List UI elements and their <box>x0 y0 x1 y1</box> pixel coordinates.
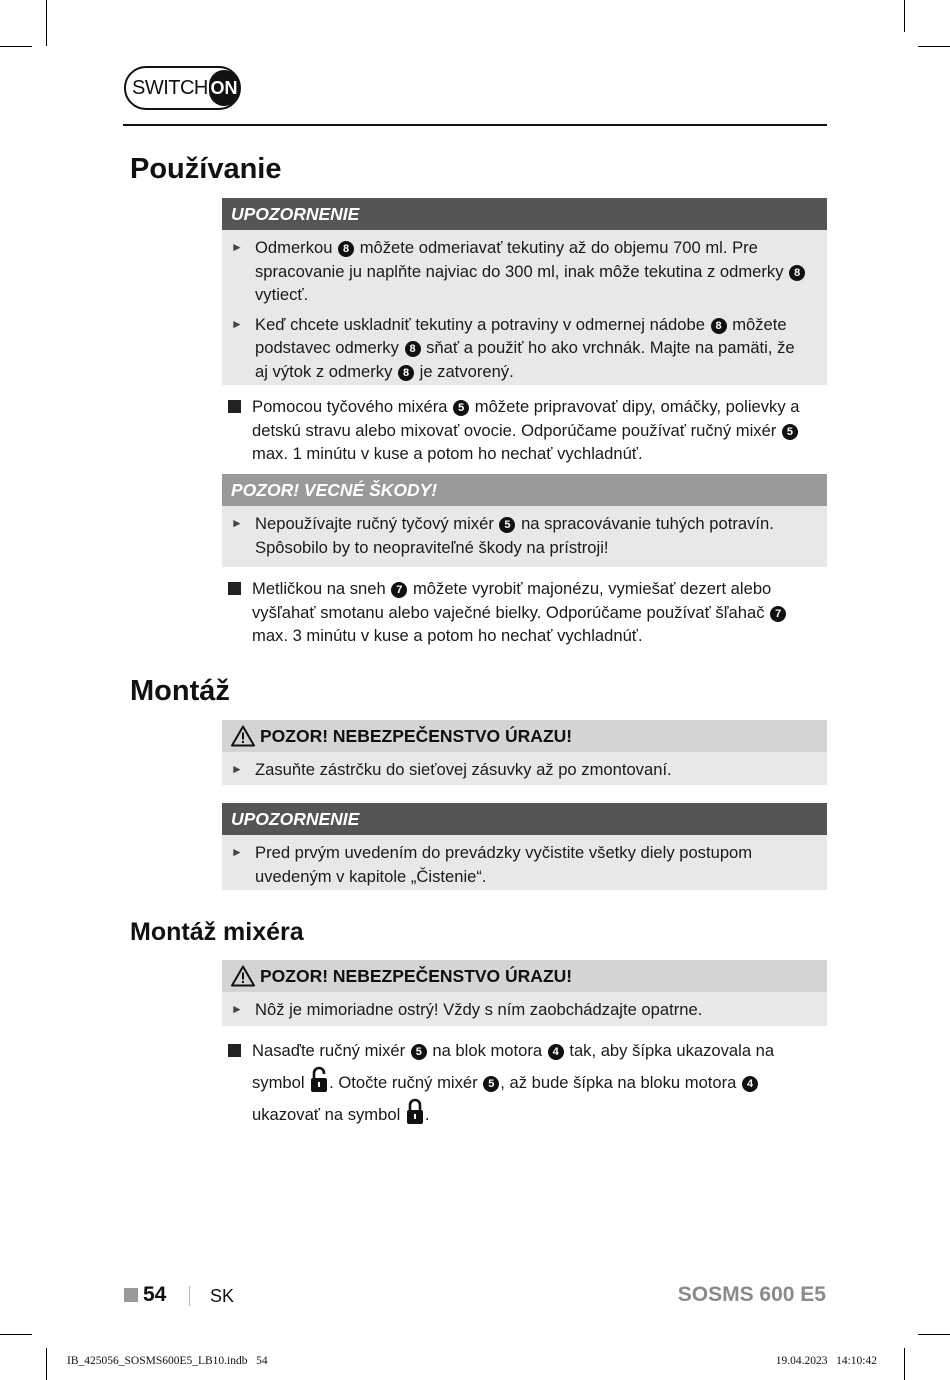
warning-triangle-icon <box>231 965 255 987</box>
list-item <box>231 998 809 1022</box>
bullet-text: Pomocou tyčového mixéra 5 môžete pripravovať dipy, omáčky, polievky a detskú stravu alebo mixovať ovocie. Odporúčame používať ručný mixér 5 max. 1 minútu v kuse a potom ho nechať vychladnúť. <box>252 397 800 463</box>
list-item-text: Keď chcete uskladniť tekutiny a potraviny v odmernej nádobe 8 môžete podstavec odmerky 8 sňať a použiť ho ako vrchnák. Majte na pamäti, že aj výtok z odmerky 8 je zatvorený. <box>255 314 795 381</box>
arrow-bullet-icon: ► <box>231 845 243 859</box>
lock-closed-icon <box>405 1098 425 1125</box>
note-heading: UPOZORNENIE <box>222 803 827 835</box>
part-number-badge: 5 <box>411 1044 427 1060</box>
arrow-bullet-icon: ► <box>231 1002 243 1016</box>
part-number-badge: 8 <box>398 365 414 381</box>
crop-mark <box>918 46 950 47</box>
crop-mark <box>0 46 32 47</box>
note-heading: POZOR! VECNÉ ŠKODY! <box>222 474 827 506</box>
page-number: 54 <box>143 1283 167 1306</box>
bullet-text: Metličkou na sneh 7 môžete vyrobiť majonézu, vymiešať dezert alebo vyšľahať smotanu alebo vaječné bielky. Odporúčame používať šľahač 7 max. 3 minútu v kuse a potom ho nechať vychladnúť. <box>252 579 787 645</box>
note-body <box>222 230 827 393</box>
list-item <box>231 841 809 888</box>
part-number-badge: 4 <box>548 1044 564 1060</box>
arrow-bullet-icon: ► <box>231 516 243 530</box>
list-item <box>231 512 809 559</box>
list-item <box>228 395 813 466</box>
note-heading: UPOZORNENIE <box>222 198 827 230</box>
header-rule <box>123 124 827 126</box>
warning-heading <box>222 960 827 992</box>
part-number-badge: 5 <box>483 1076 499 1092</box>
part-number-badge: 5 <box>453 400 469 416</box>
section-title-montaz-mixera: Montáž mixéra <box>130 918 304 946</box>
crop-mark <box>0 1334 32 1335</box>
list-item-text: Zasuňte zástrčku do sieťovej zásuvky až po zmontovaní. <box>255 760 672 779</box>
footer-square-icon <box>124 1288 138 1302</box>
note-box-vecne-skody <box>222 474 827 567</box>
model-name: SOSMS 600 E5 <box>677 1283 826 1306</box>
warning-triangle-icon <box>231 725 255 747</box>
part-number-badge: 8 <box>405 341 421 357</box>
list-item <box>228 577 813 648</box>
note-body <box>222 752 827 792</box>
note-body <box>222 835 827 898</box>
crop-mark <box>918 1334 950 1335</box>
list-item-text: Pred prvým uvedením do prevádzky vyčistite všetky diely postupom uvedeným v kapitole „Čistenie“. <box>255 843 753 886</box>
note-body <box>222 506 827 569</box>
warning-heading-text: POZOR! NEBEZPEČENSTVO ÚRAZU! <box>260 726 573 746</box>
brand-logo <box>124 66 241 110</box>
lock-open-icon <box>309 1066 329 1093</box>
list-item-text: Odmerkou 8 môžete odmeriavať tekutiny až do objemu 700 ml. Pre spracovanie ju naplňte najviac do 300 ml, inak môže tekutina z odmerky 8 vytiecť. <box>255 238 806 304</box>
crop-mark <box>46 1348 47 1380</box>
part-number-badge: 8 <box>789 265 805 281</box>
crop-mark <box>904 0 905 32</box>
logo-text: SWITCH <box>132 76 208 99</box>
warning-box-urazu <box>222 960 827 1026</box>
note-box-upozornenie <box>222 198 827 385</box>
arrow-bullet-icon: ► <box>231 762 243 776</box>
section-title-pouzivanie: Používanie <box>130 153 282 185</box>
crop-mark <box>904 1348 905 1380</box>
print-slug-file: IB_425056_SOSMS600E5_LB10.indb 54 <box>67 1355 268 1367</box>
arrow-bullet-icon: ► <box>231 240 243 254</box>
part-number-badge: 4 <box>742 1076 758 1092</box>
part-number-badge: 8 <box>711 318 727 334</box>
warning-heading-text: POZOR! NEBEZPEČENSTVO ÚRAZU! <box>260 966 573 986</box>
language-code: SK <box>210 1286 235 1306</box>
arrow-bullet-icon: ► <box>231 316 243 331</box>
warning-box-urazu <box>222 720 827 785</box>
print-slug-timestamp: 19.04.2023 14:10:42 <box>775 1355 877 1367</box>
list-item-text: Nepoužívajte ručný tyčový mixér 5 na spracovávanie tuhých potravín. Spôsobilo by to neopraviteľné škody na prístroji! <box>255 514 774 557</box>
part-number-badge: 8 <box>338 241 354 257</box>
list-item <box>231 313 809 384</box>
note-box-upozornenie <box>222 803 827 890</box>
list-item <box>231 236 809 307</box>
crop-mark <box>46 0 47 46</box>
bullet-square-icon <box>228 1044 241 1057</box>
list-item <box>231 758 809 782</box>
section-title-montaz: Montáž <box>130 675 230 707</box>
list-item-text: Nôž je mimoriadne ostrý! Vždy s ním zaobchádzajte opatrne. <box>255 1000 703 1019</box>
list-item <box>228 1036 813 1130</box>
part-number-badge: 7 <box>391 582 407 598</box>
part-number-badge: 7 <box>770 606 786 622</box>
note-body <box>222 992 827 1032</box>
power-icon: ON <box>209 70 239 106</box>
part-number-badge: 5 <box>499 517 515 533</box>
bullet-square-icon <box>228 400 241 413</box>
footer-divider <box>189 1286 190 1306</box>
bullet-square-icon <box>228 582 241 595</box>
warning-heading <box>222 720 827 752</box>
bullet-text: Nasaďte ručný mixér 5 na blok motora 4 tak, aby šípka ukazovala na symbol . Otočte ručný mixér 5 , až bude šípka na bloku motora 4 ukazovať na symbol . <box>252 1041 775 1124</box>
part-number-badge: 5 <box>782 424 798 440</box>
